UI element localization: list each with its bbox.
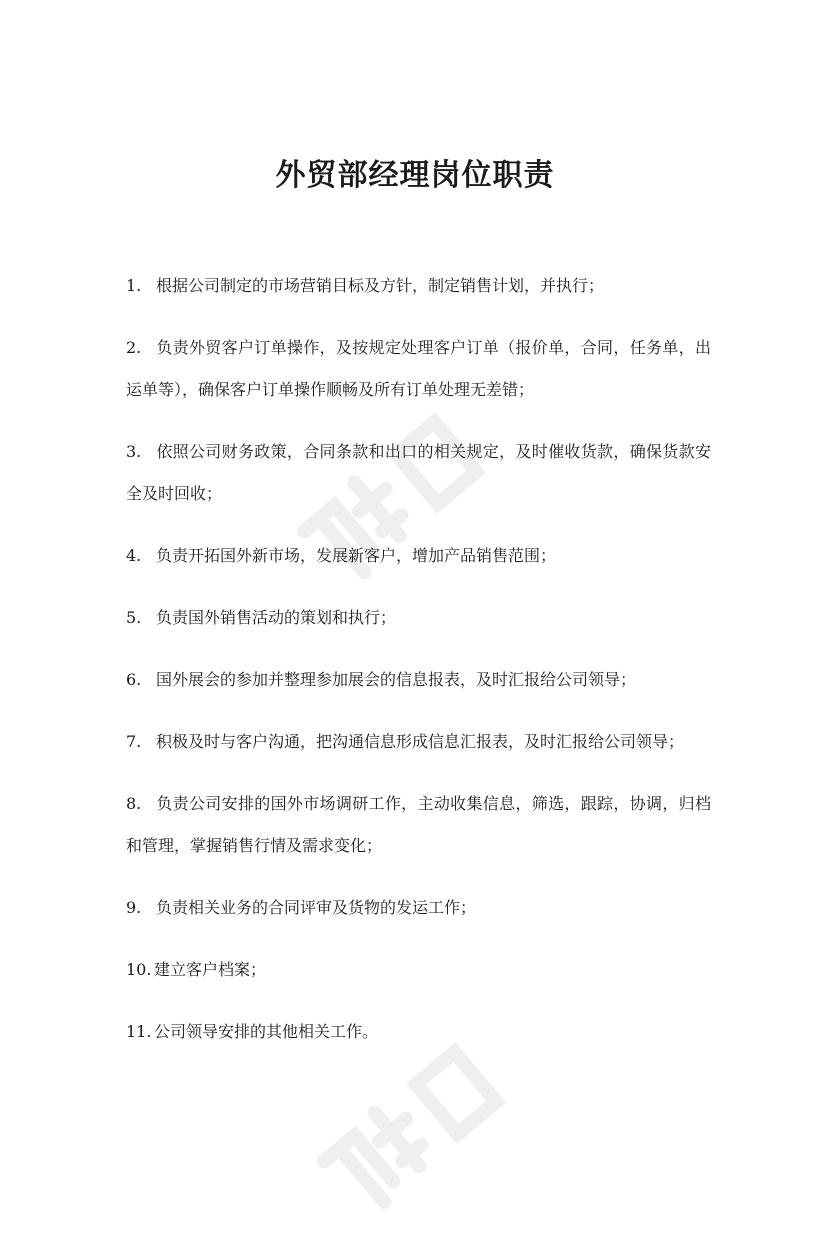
- duty-number: 9.: [126, 898, 142, 917]
- duty-text: 建立客户档案；: [154, 960, 267, 979]
- duty-number: 1.: [126, 276, 142, 295]
- document-title: 外贸部经理岗位职责: [275, 158, 555, 194]
- duty-item-4: [126, 535, 711, 577]
- duty-number: 3.: [126, 442, 142, 461]
- duty-text: 公司领导安排的其他相关工作。: [154, 1022, 379, 1041]
- duty-item-11: [126, 1011, 711, 1053]
- duty-text: 积极及时与客户沟通，把沟通信息形成信息汇报表，及时汇报给公司领导；: [156, 732, 685, 751]
- duty-text: 负责外贸客户订单操作，及按规定处理客户订单（报价单，合同，任务单，出运单等），确保客户订单操作顺畅及所有订单处理无差错；: [126, 338, 711, 399]
- duties-list: [126, 265, 711, 1073]
- duty-item-6: [126, 659, 711, 701]
- duty-item-8: [126, 783, 711, 867]
- duty-item-5: [126, 597, 711, 639]
- duty-number: 7.: [126, 732, 142, 751]
- duty-text: 国外展会的参加并整理参加展会的信息报表，及时汇报给公司领导；: [156, 670, 637, 689]
- duty-text: 负责相关业务的合同评审及货物的发运工作；: [156, 898, 477, 917]
- duty-number: 10.: [126, 960, 152, 979]
- duty-text: 负责国外销售活动的策划和执行；: [156, 608, 397, 627]
- duty-item-10: [126, 949, 711, 991]
- duty-item-2: [126, 327, 711, 411]
- duty-text: 负责公司安排的国外市场调研工作，主动收集信息，筛选，跟踪，协调，归档和管理，掌握销售行情及需求变化；: [126, 794, 711, 855]
- duty-item-7: [126, 721, 711, 763]
- duty-text: 根据公司制定的市场营销目标及方针，制定销售计划，并执行；: [156, 276, 605, 295]
- duty-number: 11.: [126, 1022, 152, 1041]
- duty-number: 5.: [126, 608, 142, 627]
- duty-text: 负责开拓国外新市场，发展新客户，增加产品销售范围；: [156, 546, 557, 565]
- duty-number: 6.: [126, 670, 142, 689]
- duty-item-9: [126, 887, 711, 929]
- duty-number: 4.: [126, 546, 142, 565]
- duty-item-1: [126, 265, 711, 307]
- duty-number: 2.: [126, 338, 142, 357]
- duty-text: 依照公司财务政策，合同条款和出口的相关规定，及时催收货款，确保货款安全及时回收；: [126, 442, 711, 503]
- duty-item-3: [126, 431, 711, 515]
- duty-number: 8.: [126, 794, 142, 813]
